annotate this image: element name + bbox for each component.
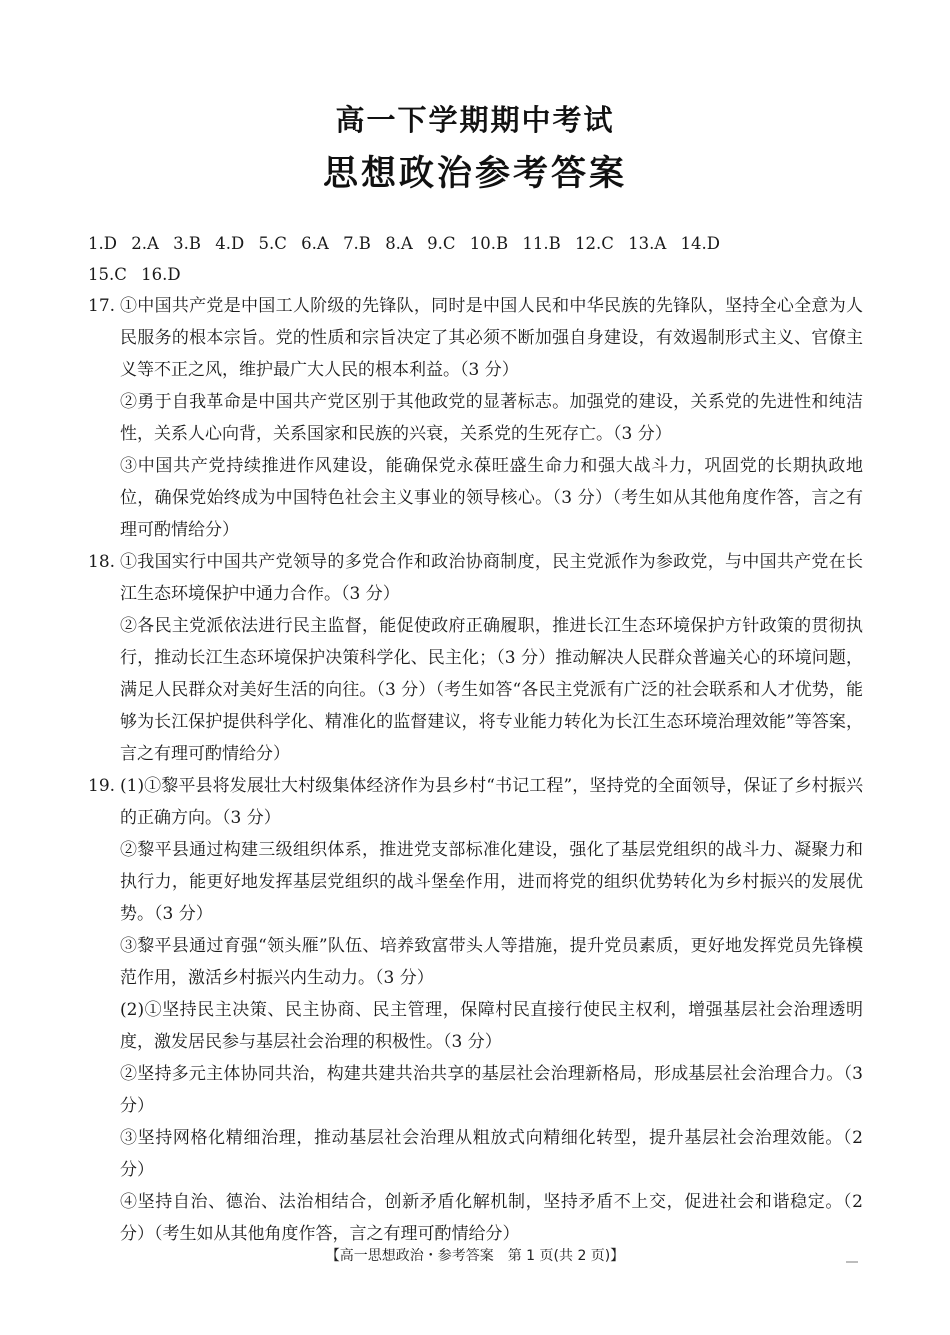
mc-answer: 6.A <box>301 234 329 253</box>
mc-answer: 16.D <box>141 265 181 284</box>
answer-paragraph: ③坚持网格化精细治理，推动基层社会治理从粗放式向精细化转型，提升基层社会治理效能。（2 分） <box>120 1128 863 1180</box>
exam-title: 高一下学期期中考试 <box>335 103 615 137</box>
mc-answer: 11.B <box>522 234 561 253</box>
question-number: 18. <box>88 552 116 572</box>
mc-answer: 13.A <box>628 234 667 253</box>
answer-row <box>88 228 868 259</box>
question-19 <box>88 770 863 1250</box>
mc-answer: 8.A <box>385 234 413 253</box>
mc-answer: 9.C <box>427 234 456 253</box>
answer-paragraph: ①我国实行中国共产党领导的多党合作和政治协商制度，民主党派作为参政党，与中国共产党在长江生态环境保护中通力合作。（3 分） <box>120 552 863 604</box>
answer-paragraph: ②坚持多元主体协同共治，构建共建共治共享的基层社会治理新格局，形成基层社会治理合力。（3 分） <box>120 1064 863 1116</box>
scan-mark <box>846 1261 858 1263</box>
answer-paragraph: ①中国共产党是中国工人阶级的先锋队，同时是中国人民和中华民族的先锋队，坚持全心全意为人民服务的根本宗旨。党的性质和宗旨决定了其必须不断加强自身建设，有效遏制形式主义、官僚主义等不正之风，维护最广大人民的根本利益。（3 分） <box>120 296 863 380</box>
answer-paragraph: ②黎平县通过构建三级组织体系，推进党支部标准化建设，强化了基层党组织的战斗力、凝聚力和执行力，能更好地发挥基层党组织的战斗堡垒作用，进而将党的组织优势转化为乡村振兴的发展优势。（3 分） <box>120 840 863 924</box>
mc-answer: 5.C <box>258 234 287 253</box>
question-18 <box>88 546 863 770</box>
question-number: 17. <box>88 296 116 316</box>
mc-answer: 2.A <box>131 234 159 253</box>
mc-answer: 14.D <box>680 234 720 253</box>
mc-answer: 7.B <box>343 234 371 253</box>
mc-answer: 4.D <box>215 234 245 253</box>
answer-paragraph: ③中国共产党持续推进作风建设，能确保党永葆旺盛生命力和强大战斗力，巩固党的长期执政地位，确保党始终成为中国特色社会主义事业的领导核心。（3 分）（考生如从其他角度作答，言之有理可酌情给分） <box>120 456 863 540</box>
mc-answer: 12.C <box>574 234 614 253</box>
question-number: 19. <box>88 776 116 796</box>
subjective-answers <box>88 290 863 1250</box>
answer-paragraph: ③黎平县通过育强“领头雁”队伍、培养致富带头人等措施，提升党员素质，更好地发挥党员先锋模范作用，激活乡村振兴内生动力。（3 分） <box>120 936 863 988</box>
answer-paragraph: (2)①坚持民主决策、民主协商、民主管理，保障村民直接行使民主权利，增强基层社会治理透明度，激发居民参与基层社会治理的积极性。（3 分） <box>120 1000 863 1052</box>
answer-paragraph: (1)①黎平县将发展壮大村级集体经济作为县乡村“书记工程”，坚持党的全面领导，保证了乡村振兴的正确方向。（3 分） <box>120 776 863 828</box>
mc-answer: 10.B <box>469 234 509 253</box>
mc-answer: 15.C <box>88 265 127 284</box>
document-title: 思想政治参考答案 <box>322 154 627 194</box>
answer-paragraph: ②勇于自我革命是中国共产党区别于其他政党的显著标志。加强党的建设，关系党的先进性和纯洁性，关系人心向背，关系国家和民族的兴衰，关系党的生死存亡。（3 分） <box>120 392 863 444</box>
page-footer: 【高一思想政治・参考答案 第 1 页(共 2 页)】 <box>325 1248 625 1264</box>
answer-paragraph: ②各民主党派依法进行民主监督，能促使政府正确履职，推进长江生态环境保护方针政策的贯彻执行，推动长江生态环境保护决策科学化、民主化；（3 分）推动解决人民群众普遍关心的环境问题，满足人民群众对美好生活的向往。（3 分）（考生如答“各民主党派有广泛的社会联系和人才优势，能够为长江保护提供科学化、精准化的监督建议，将专业能力转化为长江生态环境治理效能”等答案，言之有理可酌情给分） <box>120 616 863 764</box>
answer-row <box>88 259 868 290</box>
multiple-choice-answers <box>88 228 868 290</box>
answer-paragraph: ④坚持自治、德治、法治相结合，创新矛盾化解机制，坚持矛盾不上交，促进社会和谐稳定。（2 分）（考生如从其他角度作答，言之有理可酌情给分） <box>120 1192 863 1244</box>
mc-answer: 1.D <box>88 234 117 253</box>
mc-answer: 3.B <box>173 234 202 253</box>
question-17 <box>88 290 863 546</box>
